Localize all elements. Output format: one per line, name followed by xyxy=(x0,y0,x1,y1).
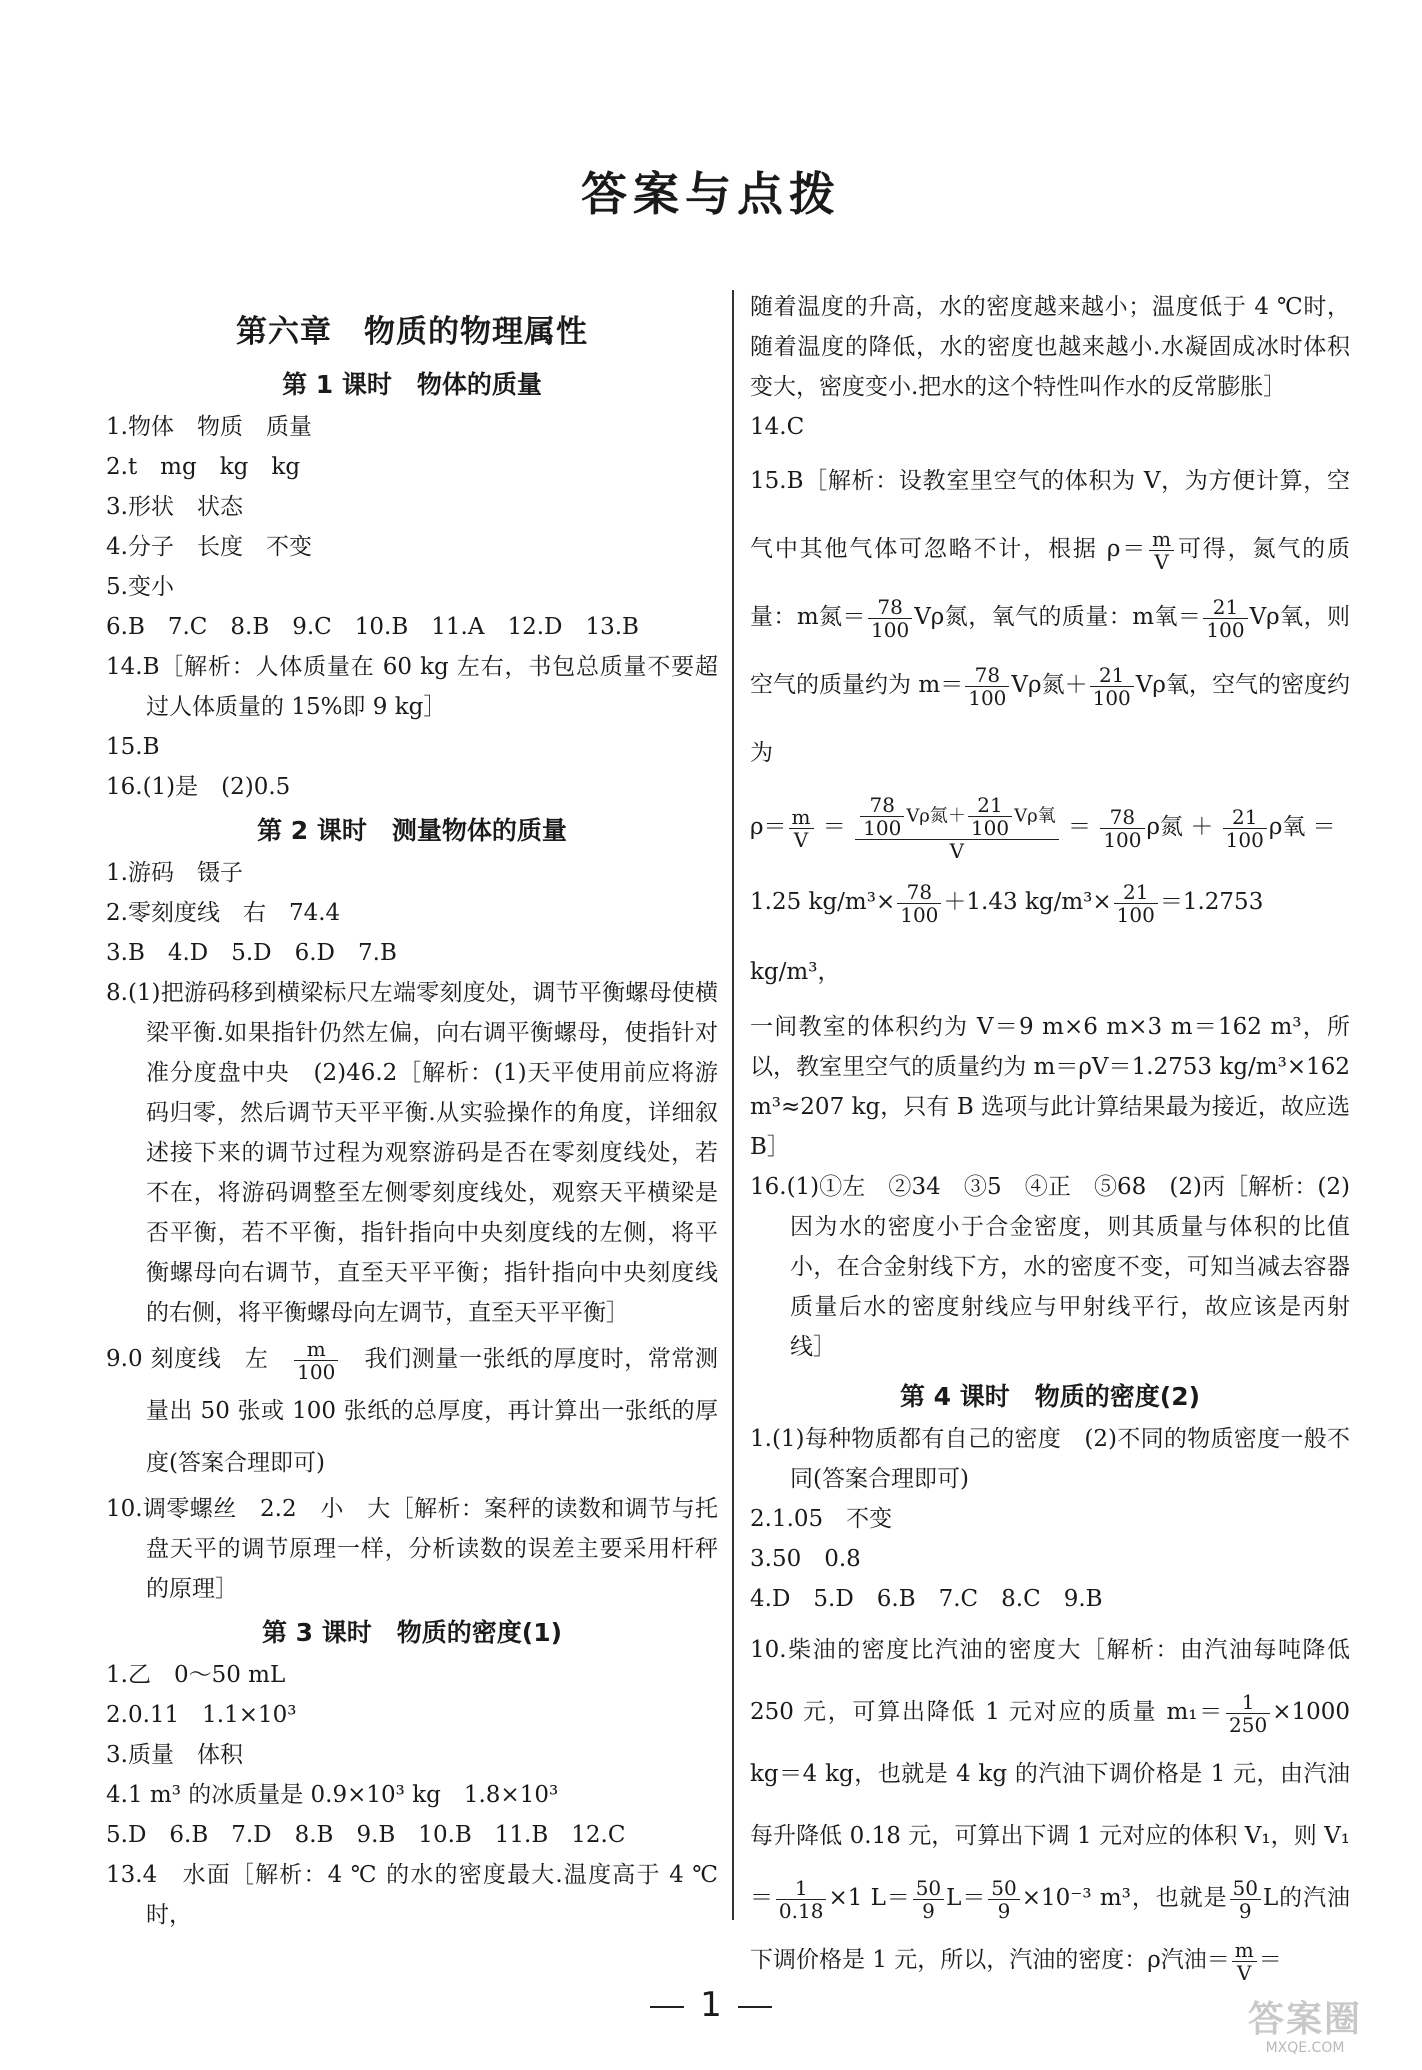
answer-item: 13.4 水面［解析：4 ℃ 的水的密度最大.温度高于 4 ℃时， xyxy=(106,1862,718,1928)
answer-text: Vρ氧，空气的密度约为 xyxy=(750,672,1350,766)
denominator: 100 xyxy=(1206,617,1245,642)
denominator: 100 xyxy=(1116,902,1155,927)
answer-item: 1.游码 镊子 xyxy=(106,860,243,886)
answer-item-15 xyxy=(750,447,1350,787)
numerator: $\frac{78}{100}$ Vρ氮＋ $\frac{21}{100}$ Vρ氧 xyxy=(855,794,1059,840)
answer-item: 4.1 m³ 的冰质量是 0.9×10³ kg 1.8×10³ xyxy=(106,1782,559,1808)
fraction-78-over-100 xyxy=(1100,806,1144,851)
answer-item: 4.分子 长度 不变 xyxy=(106,534,312,560)
answer-text: 我们测量一张纸的厚度时，常常测量出 50 张或 100 张纸的总厚度，再计算出一张纸的厚度(答案合理即可) xyxy=(146,1346,719,1476)
answer-item: 5.变小 xyxy=(106,574,174,600)
fraction-21-over-100 xyxy=(968,794,1012,839)
denominator: 9 xyxy=(1238,1898,1252,1923)
denominator: 250 xyxy=(1229,1712,1268,1737)
numerator: 21 xyxy=(968,794,1012,817)
equation-text: ρ＝ xyxy=(750,814,787,840)
answer-item: 10.调零螺丝 2.2 小 大［解析：案秤的读数和调节与托盘天平的调节原理一样，分析读数的误差主要采用杆秤的原理］ xyxy=(106,1496,718,1602)
denominator: V xyxy=(1237,1960,1252,1985)
answer-text: 15.B［解析：设教室里空气的体积为 V，为方便计算，空气中其他气体可忽略不计，根据 ρ＝ xyxy=(750,468,1350,562)
density-calculation xyxy=(750,867,1350,1007)
denominator: V xyxy=(793,827,809,852)
denominator: 100 xyxy=(863,816,902,840)
denominator: 9 xyxy=(997,1898,1011,1923)
watermark-logo: 答案圈 xyxy=(1247,1999,1362,2040)
denominator: 100 xyxy=(297,1359,336,1384)
density-equation: ρ＝ $\frac{m}{V}$ ＝ $\frac{78}{100}$ Vρ氮＋ $\frac{21}{100}$ Vρ氧 V ＝ $\frac{78}{100}$ ρ氮 ＋ $\frac{21}{100}$ ρ氧 ＝ xyxy=(750,793,1336,863)
numerator: 1 xyxy=(776,1877,827,1900)
numerator: 21 xyxy=(1114,881,1158,904)
answer-item: 3.50 0.8 xyxy=(750,1546,861,1572)
denominator: 100 xyxy=(970,816,1010,840)
denominator: 100 xyxy=(1092,685,1131,710)
numerator: 78 xyxy=(1100,806,1144,829)
answer-item: 14.B［解析：人体质量在 60 kg 左右，书包总质量不要超过人体质量的 15%即 9 kg］ xyxy=(106,654,718,720)
answer-text: L＝ xyxy=(946,1885,987,1911)
fraction-21-over-100 xyxy=(1114,881,1158,926)
numerator: 78 xyxy=(860,794,904,817)
dash-right xyxy=(738,2006,772,2008)
answer-text: 的汽油下调价格是 1 元，所以，汽油的密度：ρ汽油＝ xyxy=(750,1885,1350,1973)
answer-continuation: 随着温度的升高，水的密度越来越小；温度低于 4 ℃时，随着温度的降低，水的密度也越来越小.水凝固成冰时体积变大，密度变小.把水的这个特性叫作水的反常膨胀］ xyxy=(750,294,1350,400)
answer-text: 10.柴油的密度比汽油的密度大［解析：由汽油每吨降低 250 元，可算出降低 1 元对应的质量 m₁＝ xyxy=(750,1637,1350,1725)
equation-text: ρ氧 ＝ xyxy=(1268,814,1336,840)
answer-text: ×10⁻³ m³，也就是 xyxy=(1021,1885,1228,1911)
answer-item-9 xyxy=(106,1333,718,1489)
answer-item: 16.(1)①左 ②34 ③5 ④正 ⑤68 (2)丙［解析：(2)因为水的密度小于合金密度，则其质量与体积的比值小，在合金射线下方，水的密度不变，可知当减去容器质量后水的密度射线应与甲射线平行，故应该是丙射线］ xyxy=(750,1174,1350,1360)
left-column xyxy=(106,298,718,1935)
answer-item: 3.形状 状态 xyxy=(106,494,243,520)
fraction-m-over-V xyxy=(1149,528,1174,573)
column-divider xyxy=(732,290,734,1920)
equation-text: ρ氮 ＋ xyxy=(1146,814,1214,840)
answer-item-10 xyxy=(750,1619,1350,1991)
equation-text: ＋1.43 kg/m³× xyxy=(943,889,1112,915)
fraction-50-over-9 xyxy=(913,1877,944,1922)
numerator: m xyxy=(789,806,814,829)
answer-text: ×1000 kg＝4 kg，也就是 4 kg 的汽油下调价格是 1 元，由汽油每升降低 0.18 元，可算出下调 1 元对应的体积 V₁， xyxy=(750,1699,1350,1849)
answer-item: 1.物体 物质 质量 xyxy=(106,414,312,440)
numerator: 78 xyxy=(897,881,941,904)
numerator: 21 xyxy=(1090,664,1134,687)
answer-item: 4.D 5.D 6.B 7.C 8.C 9.B xyxy=(750,1586,1103,1612)
answer-item: 15.B xyxy=(106,734,160,760)
fraction-78-over-100 xyxy=(860,794,904,839)
answer-text: ＝ xyxy=(1258,1947,1282,1973)
numerator: 78 xyxy=(965,664,1009,687)
answer-item: 5.D 6.B 7.D 8.B 9.B 10.B 11.B 12.C xyxy=(106,1822,626,1848)
answer-text: Vρ氮，氧气的质量：m氧＝ xyxy=(914,604,1202,630)
denominator: 0.18 xyxy=(778,1898,824,1923)
answer-item: 8.(1)把游码移到横梁标尺左端零刻度处，调节平衡螺母使横梁平衡.如果指针仍然左偏，向右调平衡螺母，使指针对准分度盘中央 (2)46.2［解析：(1)天平使用前应将游码归零，然后调节天平平衡.从实验操作的角度，详细叙述接下来的调节过程为观察游码是否在零刻度线处，若不在，将游码调整至左侧零刻度线处，观察天平横梁是否平衡，若不平衡，指针指向中央刻度线的左侧，将平衡螺母向右调节，直至天平平衡；指针指向中央刻度线的右侧，将平衡螺母向左调节，直至天平平衡］ xyxy=(106,980,718,1326)
numerator: 50 xyxy=(1230,1877,1261,1900)
fraction-50-over-9 xyxy=(1230,1877,1261,1922)
answer-continuation: 一间教室的体积约为 V＝9 m×6 m×3 m＝162 m³，所以，教室里空气的质量约为 m＝ρV＝1.2753 kg/m³×162 m³≈207 kg，只有 B 选项与此计算结果最为接近，故应选 B］ xyxy=(750,1014,1350,1160)
fraction-21-over-100 xyxy=(1090,664,1134,709)
denominator: 100 xyxy=(871,617,910,642)
answer-item: 14.C xyxy=(750,414,805,440)
denominator: 100 xyxy=(968,685,1007,710)
numerator: m xyxy=(294,1338,338,1361)
answer-item: 3.质量 体积 xyxy=(106,1742,243,1768)
answer-item: 3.B 4.D 5.D 6.D 7.B xyxy=(106,940,397,966)
answer-item: 6.B 7.C 8.B 9.C 10.B 11.A 12.D 13.B xyxy=(106,614,639,640)
answer-text: Vρ氧，则空气的质量约为 m＝ xyxy=(750,604,1351,698)
numerator: m xyxy=(1232,1939,1257,1962)
watermark-url: MXQE.COM xyxy=(1265,2040,1345,2056)
fraction-78-over-100 xyxy=(868,596,912,641)
equation-text: ＝1.2753 kg/m³， xyxy=(750,889,1264,985)
numerator: 78 xyxy=(868,596,912,619)
denominator: V xyxy=(949,839,965,863)
answer-item: 2.t mg kg kg xyxy=(106,454,301,480)
answer-item: 2.零刻度线 右 74.4 xyxy=(106,900,341,926)
denominator: 100 xyxy=(1225,827,1264,852)
numerator: 50 xyxy=(913,1877,944,1900)
chapter-heading: 第六章 物质的物理属性 xyxy=(236,314,588,350)
numerator: 1 xyxy=(1226,1691,1270,1714)
equation-text: 1.25 kg/m³× xyxy=(750,889,896,915)
lesson-3-heading: 第 3 课时 物质的密度(1) xyxy=(261,1618,563,1647)
answer-item: 1.乙 0～50 mL xyxy=(106,1662,286,1688)
answer-item: 16.(1)是 (2)0.5 xyxy=(106,774,291,800)
lesson-4-heading: 第 4 课时 物质的密度(2) xyxy=(899,1382,1201,1411)
fraction-compound xyxy=(855,794,1059,862)
fraction-1-over-0.18 xyxy=(776,1877,827,1922)
fraction-78-over-100 xyxy=(897,881,941,926)
denominator: 9 xyxy=(922,1898,935,1923)
lesson-2-heading: 第 2 课时 测量物体的质量 xyxy=(257,816,567,845)
answer-text: L xyxy=(1262,1885,1279,1911)
fraction-1-over-250 xyxy=(1226,1691,1270,1736)
answer-text: 可得，氮气的质量：m氮＝ xyxy=(750,536,1350,630)
denominator: V xyxy=(1154,549,1169,574)
right-column xyxy=(750,287,1350,1991)
page-title: 答案与点拨 xyxy=(581,167,841,221)
fraction-21-over-100 xyxy=(1203,596,1247,641)
fraction-78-over-100 xyxy=(965,664,1009,709)
lesson-1-heading: 第 1 课时 物体的质量 xyxy=(282,370,542,399)
page-number-text: 1 xyxy=(700,1985,722,2025)
fraction-21-over-100 xyxy=(1223,806,1267,851)
answer-text: Vρ氮＋ xyxy=(1011,672,1088,698)
answer-text: 则 V₁＝ xyxy=(750,1823,1350,1911)
answer-item: 1.(1)每种物质都有自己的密度 (2)不同的物质密度一般不同(答案合理即可) xyxy=(750,1426,1350,1492)
dash-left xyxy=(650,2006,684,2008)
watermark xyxy=(1200,2000,1410,2060)
answer-item: 2.1.05 不变 xyxy=(750,1506,893,1532)
answer-text: ×1 L＝ xyxy=(828,1885,911,1911)
numerator: 21 xyxy=(1203,596,1247,619)
numerator: 21 xyxy=(1223,806,1267,829)
denominator: 100 xyxy=(900,902,939,927)
fraction-50-over-9 xyxy=(988,1877,1019,1922)
fraction-m-over-V xyxy=(789,806,814,851)
numerator: m xyxy=(1149,528,1174,551)
answer-text: 9.0 刻度线 左 xyxy=(106,1346,269,1372)
numerator: 50 xyxy=(988,1877,1019,1900)
denominator: 100 xyxy=(1103,827,1142,852)
answer-item: 2.0.11 1.1×10³ xyxy=(106,1702,297,1728)
fraction-m-over-100 xyxy=(294,1338,338,1383)
fraction-m-over-V xyxy=(1232,1939,1257,1984)
